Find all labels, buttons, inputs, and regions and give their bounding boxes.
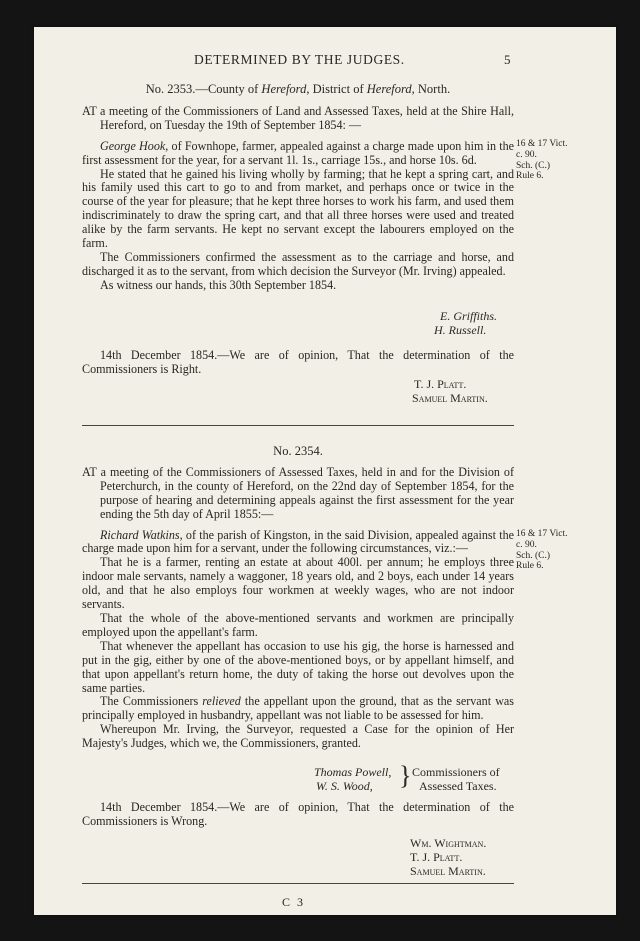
- case-2354-role-2: Assessed Taxes.: [419, 779, 497, 793]
- case-2353: [82, 83, 514, 293]
- case-2354-margin-note: 16 & 17 Vict. c. 90. Sch. (C.) Rule 6.: [516, 529, 568, 572]
- case-2354-para-5: The Commissioners relieved the appellant upon the ground, that as the servant was principally employed in husbandry, appellant was not liable to be assessed for him.: [82, 694, 515, 723]
- case-2353-para-2: He stated that he gained his living wholly by farming; that he kept a spring cart, and his family used this cart to go to and from market, and perhaps once or twice in the course of the year for pleasure; that he kept three horses to work his farm, and used them indiscriminately to draw the spring cart, and that all three horses were used and treated alike by the farm servants. He kept no servant except the labourers employed on the farm.: [82, 166, 514, 251]
- case-2354-para-4: That whenever the appellant has occasion to use his gig, the horse is harnessed and put in the gig, either by one of the above-mentioned boys, or by appellant himself, and that upon appellant's return home, the duty of taking the horse out devolves upon the same parties.: [82, 638, 514, 695]
- case-2354: [82, 445, 514, 751]
- page-number: 5: [504, 52, 511, 67]
- footer-divider: [82, 883, 514, 884]
- commissioners-brace: }: [399, 761, 412, 790]
- case-2353-judge-2: Samuel Martin.: [412, 391, 488, 405]
- case-2353-title: No. 2353.—County of Hereford, District of Hereford, North.: [145, 82, 451, 96]
- signature-mark: C 3: [282, 895, 306, 909]
- case-2353-opinion: 14th December 1854.—We are of opinion, That the determination of the Commissioners is Right.: [82, 348, 514, 376]
- case-2354-para-1: Richard Watkins, of the parish of Kingston, in the said Division, appealed against the charge made upon him for a servant, under the following circumstances, viz.:—: [82, 527, 514, 556]
- case-2353-judge-1: T. J. Platt.: [414, 377, 467, 391]
- running-header: DETERMINED BY THE JUDGES.: [194, 52, 405, 67]
- case-2353-commissioner-2: H. Russell.: [434, 323, 487, 337]
- case-2353-meeting: AT a meeting of the Commissioners of Land and Assessed Taxes, held at the Shire Hall, Hereford, on Tuesday the 19th of September 1854: —: [82, 103, 514, 132]
- case-2354-judge-2: T. J. Platt.: [410, 850, 463, 864]
- case-2354-opinion: 14th December 1854.—We are of opinion, That the determination of the Commissioners is Wrong.: [82, 800, 514, 828]
- case-2354-role-1: Commissioners of: [412, 765, 500, 779]
- case-2354-para-2: That he is a farmer, renting an estate at about 400l. per annum; he employs three indoor male servants, namely a waggoner, 18 years old, and 2 boys, each under 14 years old, and that he also employs four workmen at weekly wages, who are not indoor servants.: [82, 555, 514, 612]
- case-2353-margin-note: 16 & 17 Vict. c. 90. Sch. (C.) Rule 6.: [516, 139, 568, 182]
- case-2354-commissioner-1: Thomas Powell,: [314, 765, 392, 779]
- section-divider: [82, 425, 514, 426]
- case-2354-para-3: That the whole of the above-mentioned servants and workmen are principally employed upon the appellant's farm.: [82, 610, 514, 639]
- case-2353-para-4: As witness our hands, this 30th September 1854.: [100, 277, 337, 292]
- case-2354-judge-3: Samuel Martin.: [410, 864, 486, 878]
- case-2353-commissioner-1: E. Griffiths.: [440, 309, 498, 323]
- case-2354-title: No. 2354.: [273, 444, 323, 458]
- case-2353-para-1: George Hook, of Fownhope, farmer, appealed against a charge made upon him in the first assessment for the year, for a servant 1l. 1s., carriage 15s., and horse 10s. 6d.: [82, 138, 515, 167]
- case-2354-para-6: Whereupon Mr. Irving, the Surveyor, requested a Case for the opinion of Her Majesty's Judges, which we, the Commissioners, granted.: [82, 722, 514, 751]
- case-2354-meeting: AT a meeting of the Commissioners of Assessed Taxes, held in and for the Division of Peterchurch, in the county of Hereford, on the 22nd day of September 1854, for the purpose of hearing and determining appeals against the first assessment for the year ending the 5th day of April 1855:—: [82, 464, 514, 521]
- case-2354-commissioner-2: W. S. Wood,: [316, 779, 373, 793]
- document-page: [34, 27, 616, 915]
- case-2354-judge-1: Wm. Wightman.: [410, 836, 487, 850]
- case-2353-para-3: The Commissioners confirmed the assessment as to the carriage and horse, and discharged it as to the servant, from which decision the Surveyor (Mr. Irving) appealed.: [82, 249, 514, 278]
